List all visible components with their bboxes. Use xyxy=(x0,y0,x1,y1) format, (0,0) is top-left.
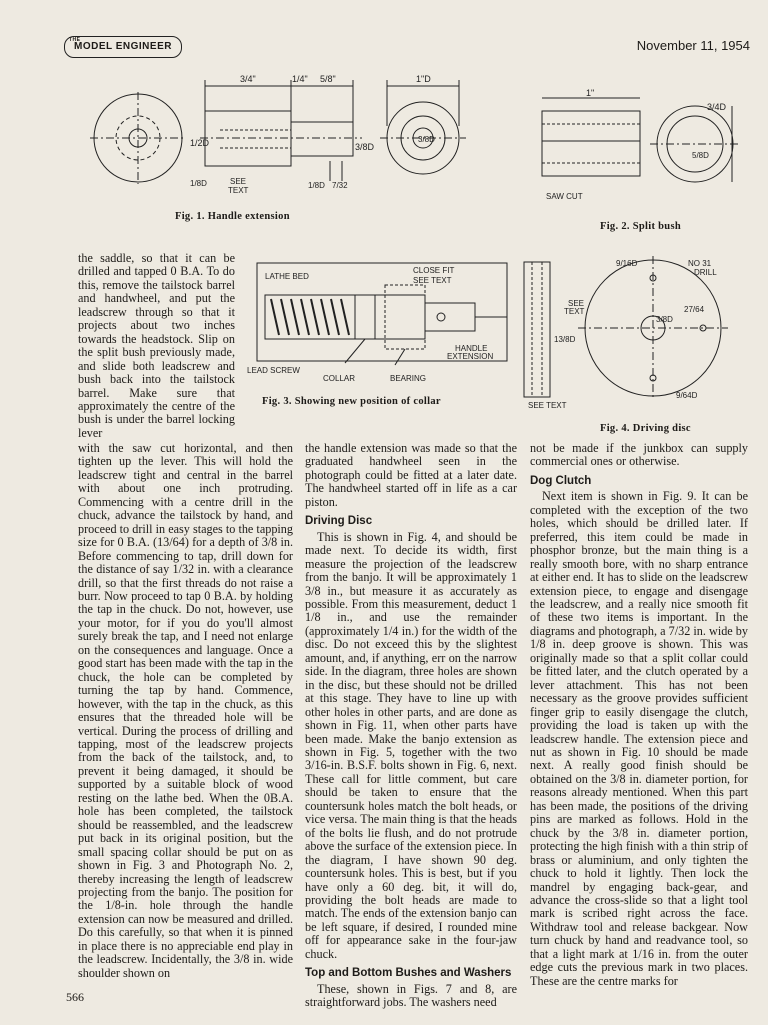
fig3-caption: Fig. 3. Showing new position of collar xyxy=(262,396,441,407)
col1-paragraph-wrap: the saddle, so that it can be drilled and tapped 0 B.A. To do this, remove the tailstock barrel and handwheel, and put the leadscrew through so that it projects about two inches towards the headstock. Slip on the split bush previously made, and slide both leadscrew and bush back into the tailstock barrel. Make sure that approximately the centre of the bush is under the barrel locking lever xyxy=(78,251,235,440)
svg-text:TEXT: TEXT xyxy=(228,186,249,195)
fig2-caption: Fig. 2. Split bush xyxy=(600,221,681,232)
svg-text:CLOSE FIT: CLOSE FIT xyxy=(413,266,455,275)
svg-text:9/64D: 9/64D xyxy=(676,391,698,400)
page-number: 566 xyxy=(66,990,84,1004)
svg-text:LEAD SCREW: LEAD SCREW xyxy=(247,366,300,375)
col2-paragraph-1: the handle extension was made so that the graduated handwheel seen in the photograph could be fitted at a later date. The handwheel started off in life as a car piston. xyxy=(305,441,517,509)
svg-text:TEXT: TEXT xyxy=(564,307,585,316)
col3-paragraph-1: not be made if the junkbox can supply commercial ones or otherwise. xyxy=(530,441,748,469)
svg-text:9/16D: 9/16D xyxy=(616,259,638,268)
fig4-driving-disc-drawing xyxy=(518,250,750,415)
svg-text:1": 1" xyxy=(586,88,595,98)
svg-text:SEE: SEE xyxy=(568,299,585,308)
svg-text:3/8D: 3/8D xyxy=(656,315,673,324)
fig4-caption: Fig. 4. Driving disc xyxy=(600,423,691,434)
magazine-logo: THE MODEL ENGINEER xyxy=(64,36,182,58)
svg-text:1/8D: 1/8D xyxy=(190,179,207,188)
col1-paragraph: with the saw cut horizontal, and then tighten up the lever. This will hold the leadscrew tight and central in the barrel with about one inch protruding. Commencing with a centre drill in the chuck, advance the tailstock by hand, and proceed to drill in easy stages to the tapping size for 0 B.A. (13/64) for a depth of 3/8 in. Before commencing to tap, drill down for the distance of say 1/32 in. with a clearance drill, so that the first threads do not raise a burr. Now proceed to tap 0 B.A. by holding the tap in the chuck. Do not, however, use your motor, for if you do you'll almost surely break the tap, and I need not enlarge on the consequences and language. Once a good start has been made with the tap in the chuck, the hole can be completed by turning the tap by hand. Commence, however, with the tap in the chuck, as this ensures that the threaded hole will be vertical. During the process of drilling and tapping, most of the leadscrew projects from the back of the tailstock, and, to prevent it being damaged, it should be supported by a suitable block of wood resting on the lathe bed. When the 0B.A. hole has been completed, the tailstock should be reassembled, and the leadscrew put back in its original position, but the small spacing collar should be put on as shown in Fig. 3 and Photograph No. 2, thereby increasing the length of leadscrew projecting from the banjo. The position for the 1/8-in. hole through the handle extension can now be measured and drilled. Do this carefully, so that when it is pinned in place there is no appreciable end play in the leadscrew. Incidentally, the 3/8 in. wide shoulder shown on xyxy=(78,441,293,980)
column-2-text xyxy=(305,442,517,1010)
svg-text:1/8D: 1/8D xyxy=(308,181,325,190)
svg-text:DRILL: DRILL xyxy=(694,268,717,277)
svg-text:3/8D: 3/8D xyxy=(355,142,375,152)
fig3-collar-position-drawing xyxy=(245,255,515,390)
svg-text:1/4": 1/4" xyxy=(292,74,308,84)
svg-text:3/8D: 3/8D xyxy=(418,135,435,144)
fig2-split-bush-drawing xyxy=(532,86,747,206)
svg-text:SEE TEXT: SEE TEXT xyxy=(413,276,452,285)
svg-text:5/8": 5/8" xyxy=(320,74,336,84)
issue-date: November 11, 1954 xyxy=(636,38,750,53)
col3-paragraph-2: Next item is shown in Fig. 9. It can be completed with the exception of the two holes, which should be drilled later. If preferred, this item could be made in phosphor bronze, but the main thing is a really smooth bore, with no sharp entrance at either end. It has to slide on the leadscrew extension piece, to engage and disengage the leadscrew, and a really nice smooth fit of these two items is important. In the diagrams and photograph, a 7/32 in. wide by 1/8 in. deep groove is shown. This was originally made so that a split collar could be fitted later, and the clutch operated by a lever attachment. This has not been necessary as the groove provides sufficient finger grip to easily disengage the clutch, providing the load is taken up with the leadscrew handle. The extension piece and nut as shown in Fig. 10 should be made next. A really good finish should be obtained on the 3/8 in. diameter portion, for reasons already mentioned. When this part has been made, the positions of the driving pins are marked as follows. Hold in the chuck by the 3/8 in. diameter portion, protecting the high finish with a thin strip of brass or aluminium, and only tighten the chuck to hold it lightly. Then lock the mandrel by engaging back-gear, and advance the cross-slide so that a light tool mark is scribed right across the face. Withdraw tool and release backgear. Now turn chuck by hand and readvance tool, so that a light mark at 1/16 in. from the outer edge cuts the previous mark in two places. These are the centre marks for xyxy=(530,489,748,988)
svg-text:COLLAR: COLLAR xyxy=(323,374,356,383)
svg-text:27/64: 27/64 xyxy=(684,305,705,314)
svg-text:NO 31: NO 31 xyxy=(688,259,712,268)
svg-text:SEE: SEE xyxy=(230,177,247,186)
col2-paragraph-2: This is shown in Fig. 4, and should be made next. To decide its width, first measure the projection of the leadscrew from the banjo. It will be approximately 1 3/8 in., but measure it as accurately as possible. From this measurement, deduct 1 1/8 in., and use the remainder (approximately 1/4 in.) for the width of the disc. Do not exceed this by the slightest amount, and, if anything, err on the narrow side. In the diagram, three holes are shown in the disc, but these should not be drilled at this stage. They have to line up with other holes in other parts, and are done as shown in Fig. 11, when other parts have been made. Make the banjo extension as shown in Fig. 5, together with the two 3/16-in. B.S.F. bolts shown in Fig. 6, next. These call for little comment, but care should be taken to ensure that the countersunk holes match the bolt heads, or vice versa. The main thing is that the heads of the bolts lie flush, and do not protrude above the surface of the extension piece. In the diagram, I have shown 90 deg. countersunk holes. This is best, but if you have only a 60 deg. bit, it will do, providing the bolt heads are made to match. The ends of the extension banjo can be left square, if desired, I rounded mine off for appearance sake in the four-jaw chuck. xyxy=(305,529,517,961)
column-1-wrapped-text xyxy=(78,252,235,440)
svg-text:1/2D: 1/2D xyxy=(190,138,210,148)
svg-text:3/4D: 3/4D xyxy=(707,102,727,112)
fig1-caption: Fig. 1. Handle extension xyxy=(175,211,290,222)
heading-bushes-washers: Top and Bottom Bushes and Washers xyxy=(305,967,512,980)
svg-text:EXTENSION: EXTENSION xyxy=(447,352,494,361)
col2-paragraph-3: These, shown in Figs. 7 and 8, are straightforward jobs. The washers need xyxy=(305,981,517,1010)
column-3-text xyxy=(530,442,748,988)
svg-text:1"D: 1"D xyxy=(416,74,431,84)
fig1-handle-extension-drawing xyxy=(80,66,480,206)
column-1-text xyxy=(78,442,293,980)
svg-text:HANDLE: HANDLE xyxy=(455,344,488,353)
svg-text:SAW CUT: SAW CUT xyxy=(546,192,583,201)
svg-text:BEARING: BEARING xyxy=(390,374,427,383)
svg-text:SEE TEXT: SEE TEXT xyxy=(528,401,567,410)
svg-text:7/32: 7/32 xyxy=(332,181,348,190)
svg-text:LATHE BED: LATHE BED xyxy=(265,272,309,281)
svg-text:3/4": 3/4" xyxy=(240,74,256,84)
svg-text:13/8D: 13/8D xyxy=(554,335,576,344)
heading-driving-disc: Driving Disc xyxy=(305,515,373,528)
svg-text:5/8D: 5/8D xyxy=(692,151,709,160)
heading-dog-clutch: Dog Clutch xyxy=(530,474,592,487)
